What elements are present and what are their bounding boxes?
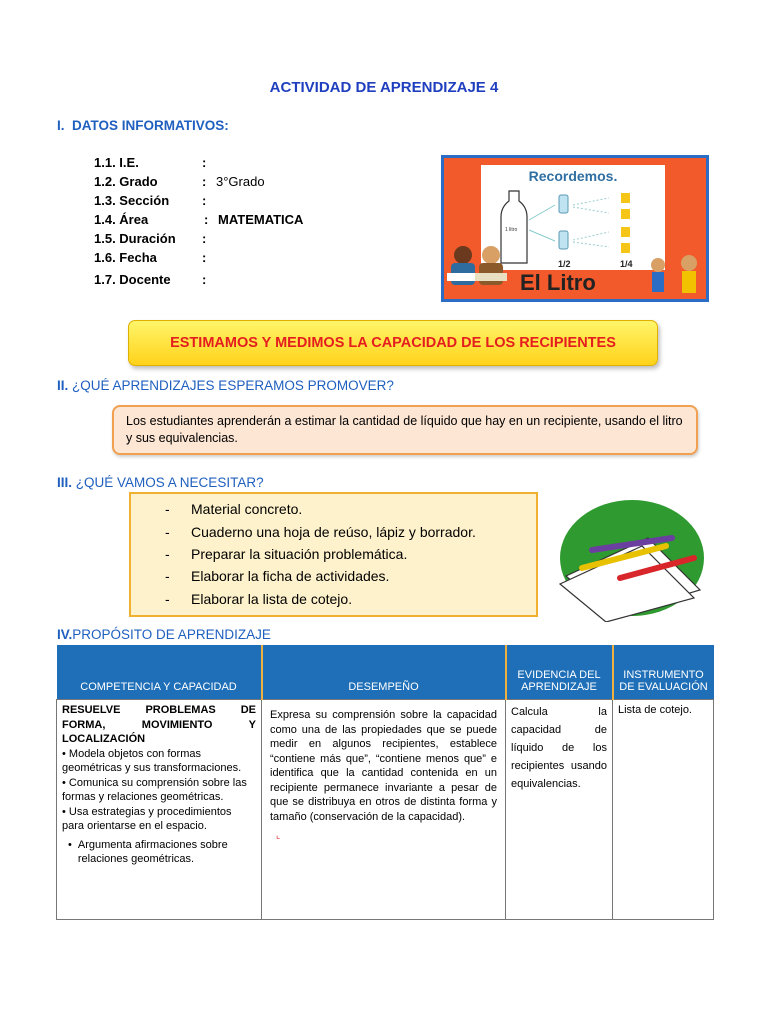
section-label: DATOS INFORMATIVOS: — [72, 118, 229, 133]
header-instrumento: INSTRUMENTO DE EVALUACIÓN — [613, 645, 714, 700]
cell-instrumento: Lista de cotejo. — [613, 700, 714, 920]
header-desempeno: DESEMPEÑO — [262, 645, 506, 700]
info-colon: : — [202, 174, 207, 189]
child-standing-icon — [681, 255, 697, 293]
activity-title-banner — [128, 320, 658, 366]
table-row — [57, 700, 714, 920]
info-colon: : — [202, 272, 207, 287]
info-label: 1.5. Duración — [94, 231, 176, 246]
info-label: 1.3. Sección — [94, 193, 170, 208]
info-label: 1.1. I.E. — [94, 155, 139, 170]
capacidad-item: • Modela objetos con formas geométricas y sus transformaciones. — [62, 747, 242, 774]
section-label: ¿QUÉ VAMOS A NECESITAR? — [75, 475, 264, 490]
section-datos-informativos — [57, 118, 229, 133]
info-label: 1.6. Fecha — [94, 250, 157, 265]
capacidad-item: • Comunica su comprensión sobre las formas y relaciones geométricas. — [62, 776, 247, 803]
list-item: - Preparar la situación problemática. — [165, 546, 408, 562]
learning-goal-box: Los estudiantes aprenderán a estimar la cantidad de líquido que hay en un recipiente, usando el litro y sus equivalencias. — [112, 405, 698, 455]
poster-heading: Recordemos. — [528, 168, 618, 184]
red-mark-icon: ⌞ — [276, 830, 281, 840]
cell-competencia — [57, 700, 262, 920]
list-item: - Elaborar la ficha de actividades. — [165, 568, 390, 584]
section-proposito — [57, 627, 271, 642]
header-competencia: COMPETENCIA Y CAPACIDAD — [57, 645, 262, 700]
info-label: 1.4. Área — [94, 212, 149, 227]
child-reading-icon — [447, 246, 479, 285]
info-label: 1.2. Grado — [94, 174, 158, 189]
list-item: - Elaborar la lista de cotejo. — [165, 591, 353, 607]
section-number: II. — [57, 378, 69, 393]
info-colon: : — [202, 193, 207, 208]
info-colon: : — [202, 250, 207, 265]
section-label: PROPÓSITO DE APRENDIZAJE — [72, 627, 271, 642]
half-label: 1/2 — [558, 259, 571, 269]
competencia-title-line: LOCALIZACIÓN — [62, 733, 146, 745]
info-value: 3°Grado — [216, 174, 265, 189]
list-item: - Material concreto. — [165, 501, 303, 517]
quarter-label: 1/4 — [620, 259, 633, 269]
section-label: ¿QUÉ APRENDIZAJES ESPERAMOS PROMOVER? — [72, 378, 394, 393]
competencia-title-line: FORMA, MOVIMIENTO Y — [62, 718, 256, 731]
section-number: IV. — [57, 627, 73, 642]
el-litro-poster — [441, 155, 709, 302]
list-item: - Cuaderno una hoja de reúso, lápiz y borrador. — [165, 524, 476, 540]
info-label: 1.7. Docente — [94, 272, 171, 287]
info-colon: : — [202, 231, 207, 246]
info-colon: : — [202, 155, 207, 170]
cell-desempeno: Expresa su comprensión sobre la capacidad como una de las propiedades que se puede medir en algunos recipientes, establece “contiene más que”, “contiene menos que” e identifica que la cantidad contenida en un recipiente permanece invariante a pesar de que se distribuya en otros de distinta forma y tamaño (conservación de la capacidad). ⌞ — [262, 700, 506, 920]
paper-pencils-clipart — [552, 498, 720, 622]
info-colon: : — [204, 212, 209, 227]
section-aprendizajes — [57, 378, 394, 393]
competencia-title-line: RESUELVE PROBLEMAS DE — [62, 704, 256, 716]
bullet-icon: • — [68, 838, 72, 851]
cell-evidencia: Calcula la capacidad de líquido de los recipientes usando equivalencias. — [506, 700, 613, 920]
purpose-table — [56, 645, 714, 920]
section-number: I. — [57, 118, 65, 133]
section-necesitar — [57, 475, 264, 490]
child-reading-icon — [475, 246, 507, 285]
materials-box — [129, 492, 538, 617]
info-value: MATEMATICA — [218, 212, 304, 227]
child-standing-icon — [651, 258, 665, 292]
table-header-row — [57, 645, 714, 700]
capacidad-item: • Usa estrategias y procedimientos para orientarse en el espacio. — [62, 805, 232, 832]
bottle-label: 1 litro — [505, 227, 518, 233]
poster-title: El Litro — [520, 270, 596, 295]
section-number: III. — [57, 475, 73, 490]
capacidad-item: • Argumenta afirmaciones sobre relaciones geométricas. — [62, 838, 256, 867]
page-title: ACTIVIDAD DE APRENDIZAJE 4 — [269, 79, 499, 96]
banner-text: ESTIMAMOS Y MEDIMOS LA CAPACIDAD DE LOS RECIPIENTES — [170, 335, 616, 351]
header-evidencia: EVIDENCIA DEL APRENDIZAJE — [506, 645, 613, 700]
